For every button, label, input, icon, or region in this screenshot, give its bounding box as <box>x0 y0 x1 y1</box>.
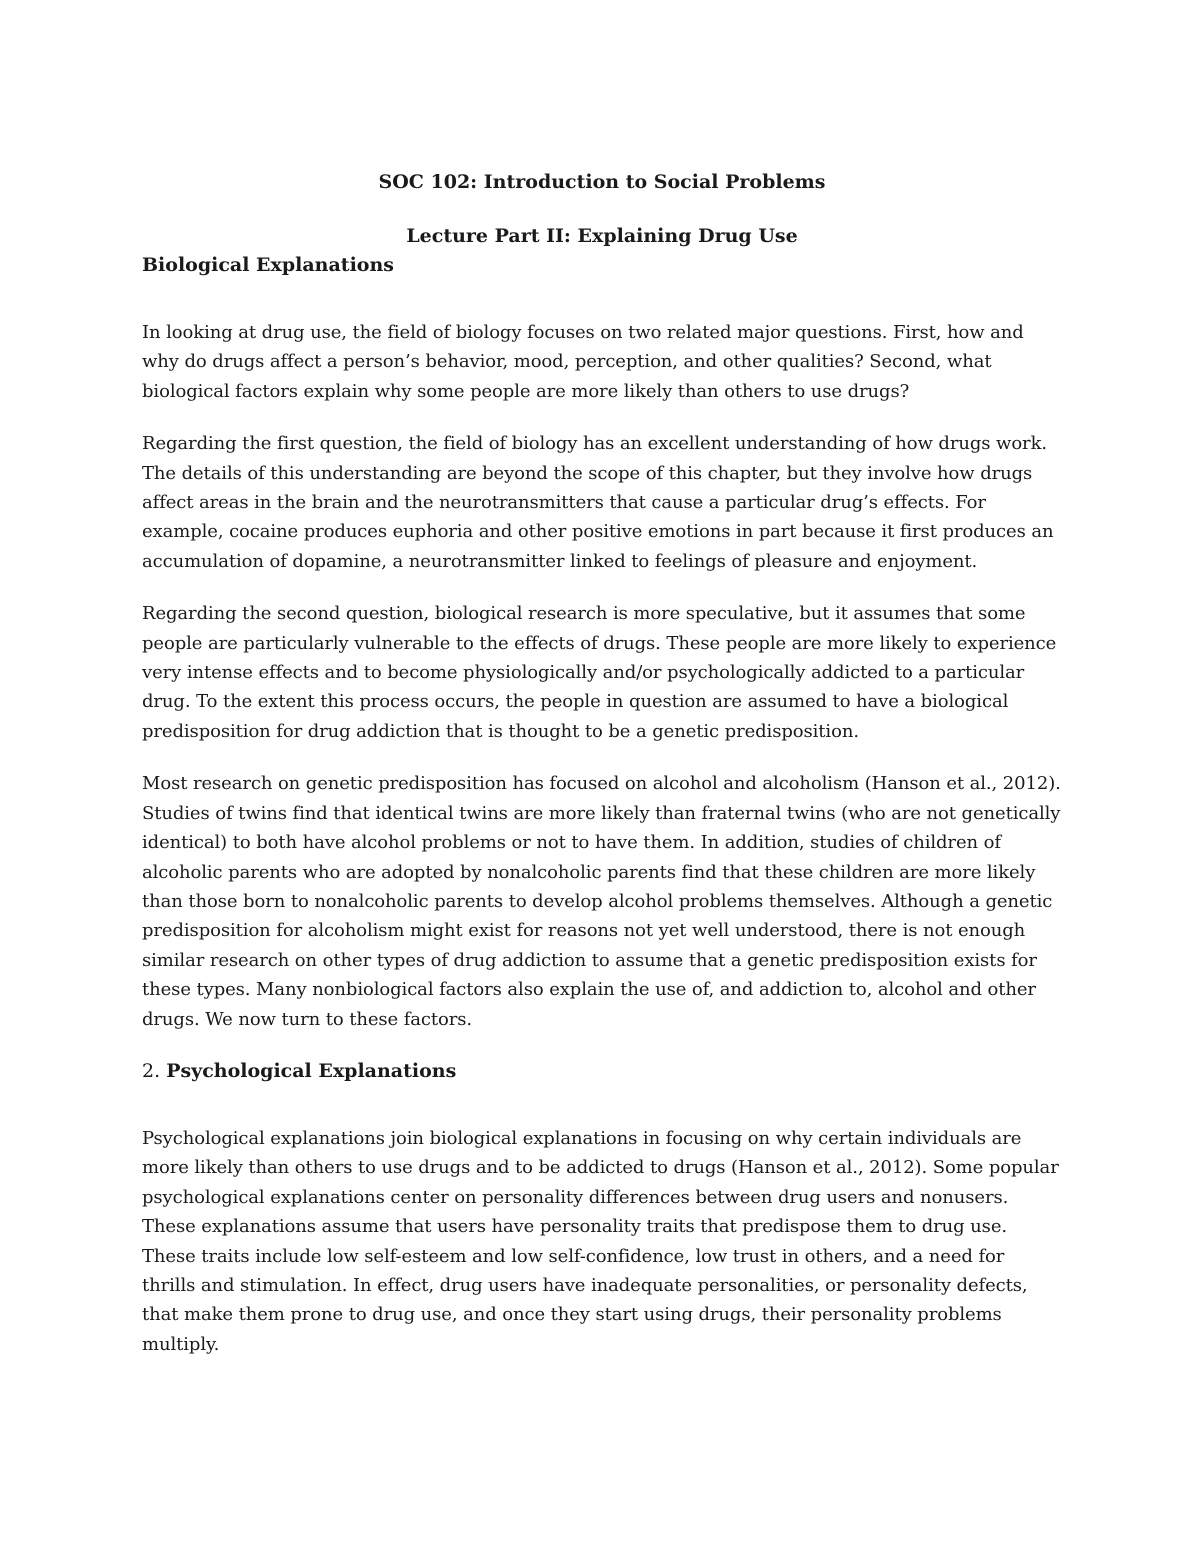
section-number: 2. <box>142 1059 161 1082</box>
section-heading-psychological <box>142 1057 1062 1086</box>
section-heading-biological: Biological Explanations <box>142 254 394 276</box>
document-page <box>142 168 1062 1382</box>
paragraph-bio-3: Regarding the second question, biological research is more speculative, but it assumes that some people are particularly vulnerable to the effects of drugs. These people are more likely to experience very intense effects and to become physiologically and/or psychologically addicted to a particular drug. To the extent this process occurs, the people in question are assumed to have a biological predisposition for drug addiction that is thought to be a genetic predisposition. <box>142 603 1057 742</box>
paragraph-bio-1: In looking at drug use, the field of biology focuses on two related major questions. First, how and why do drugs affect a person’s behavior, mood, perception, and other qualities? Second, what biological factors explain why some people are more likely than others to use drugs? <box>142 322 1024 402</box>
course-title: SOC 102: Introduction to Social Problems <box>378 171 826 193</box>
paragraph-bio-4: Most research on genetic predisposition has focused on alcohol and alcoholism (Hanson et al., 2012). Studies of twins find that identical twins are more likely than fraternal twins (who are not genetically identical) to both have alcohol problems or not to have them. In addition, studies of children of alcoholic parents who are adopted by nonalcoholic parents find that these children are more likely than those born to nonalcoholic parents to develop alcohol problems themselves. Although a genetic predisposition for alcoholism might exist for reasons not yet well understood, there is not enough similar research on other types of drug addiction to assume that a genetic predisposition exists for these types. Many nonbiological factors also explain the use of, and addiction to, alcohol and other drugs. We now turn to these factors. <box>142 773 1061 1030</box>
lecture-title: Lecture Part II: Explaining Drug Use <box>406 225 798 247</box>
paragraph-bio-2: Regarding the first question, the field of biology has an excellent understanding of how drugs work. The details of this understanding are beyond the scope of this chapter, but they involve how drugs affect areas in the brain and the neurotransmitters that cause a particular drug’s effects. For example, cocaine produces euphoria and other positive emotions in part because it first produces an accumulation of dopamine, a neurotransmitter linked to feelings of pleasure and enjoyment. <box>142 433 1054 572</box>
paragraph-psych-1: Psychological explanations join biological explanations in focusing on why certain individuals are more likely than others to use drugs and to be addicted to drugs (Hanson et al., 2012). Some popular psychological explanations center on personality differences between drug users and nonusers. These explanations assume that users have personality traits that predispose them to drug use. These traits include low self-esteem and low self-confidence, low trust in others, and a need for thrills and stimulation. In effect, drug users have inadequate personalities, or personality defects, that make them prone to drug use, and once they start using drugs, their personality problems multiply. <box>142 1127 1059 1355</box>
section-heading-psychological-text: Psychological Explanations <box>166 1059 457 1082</box>
